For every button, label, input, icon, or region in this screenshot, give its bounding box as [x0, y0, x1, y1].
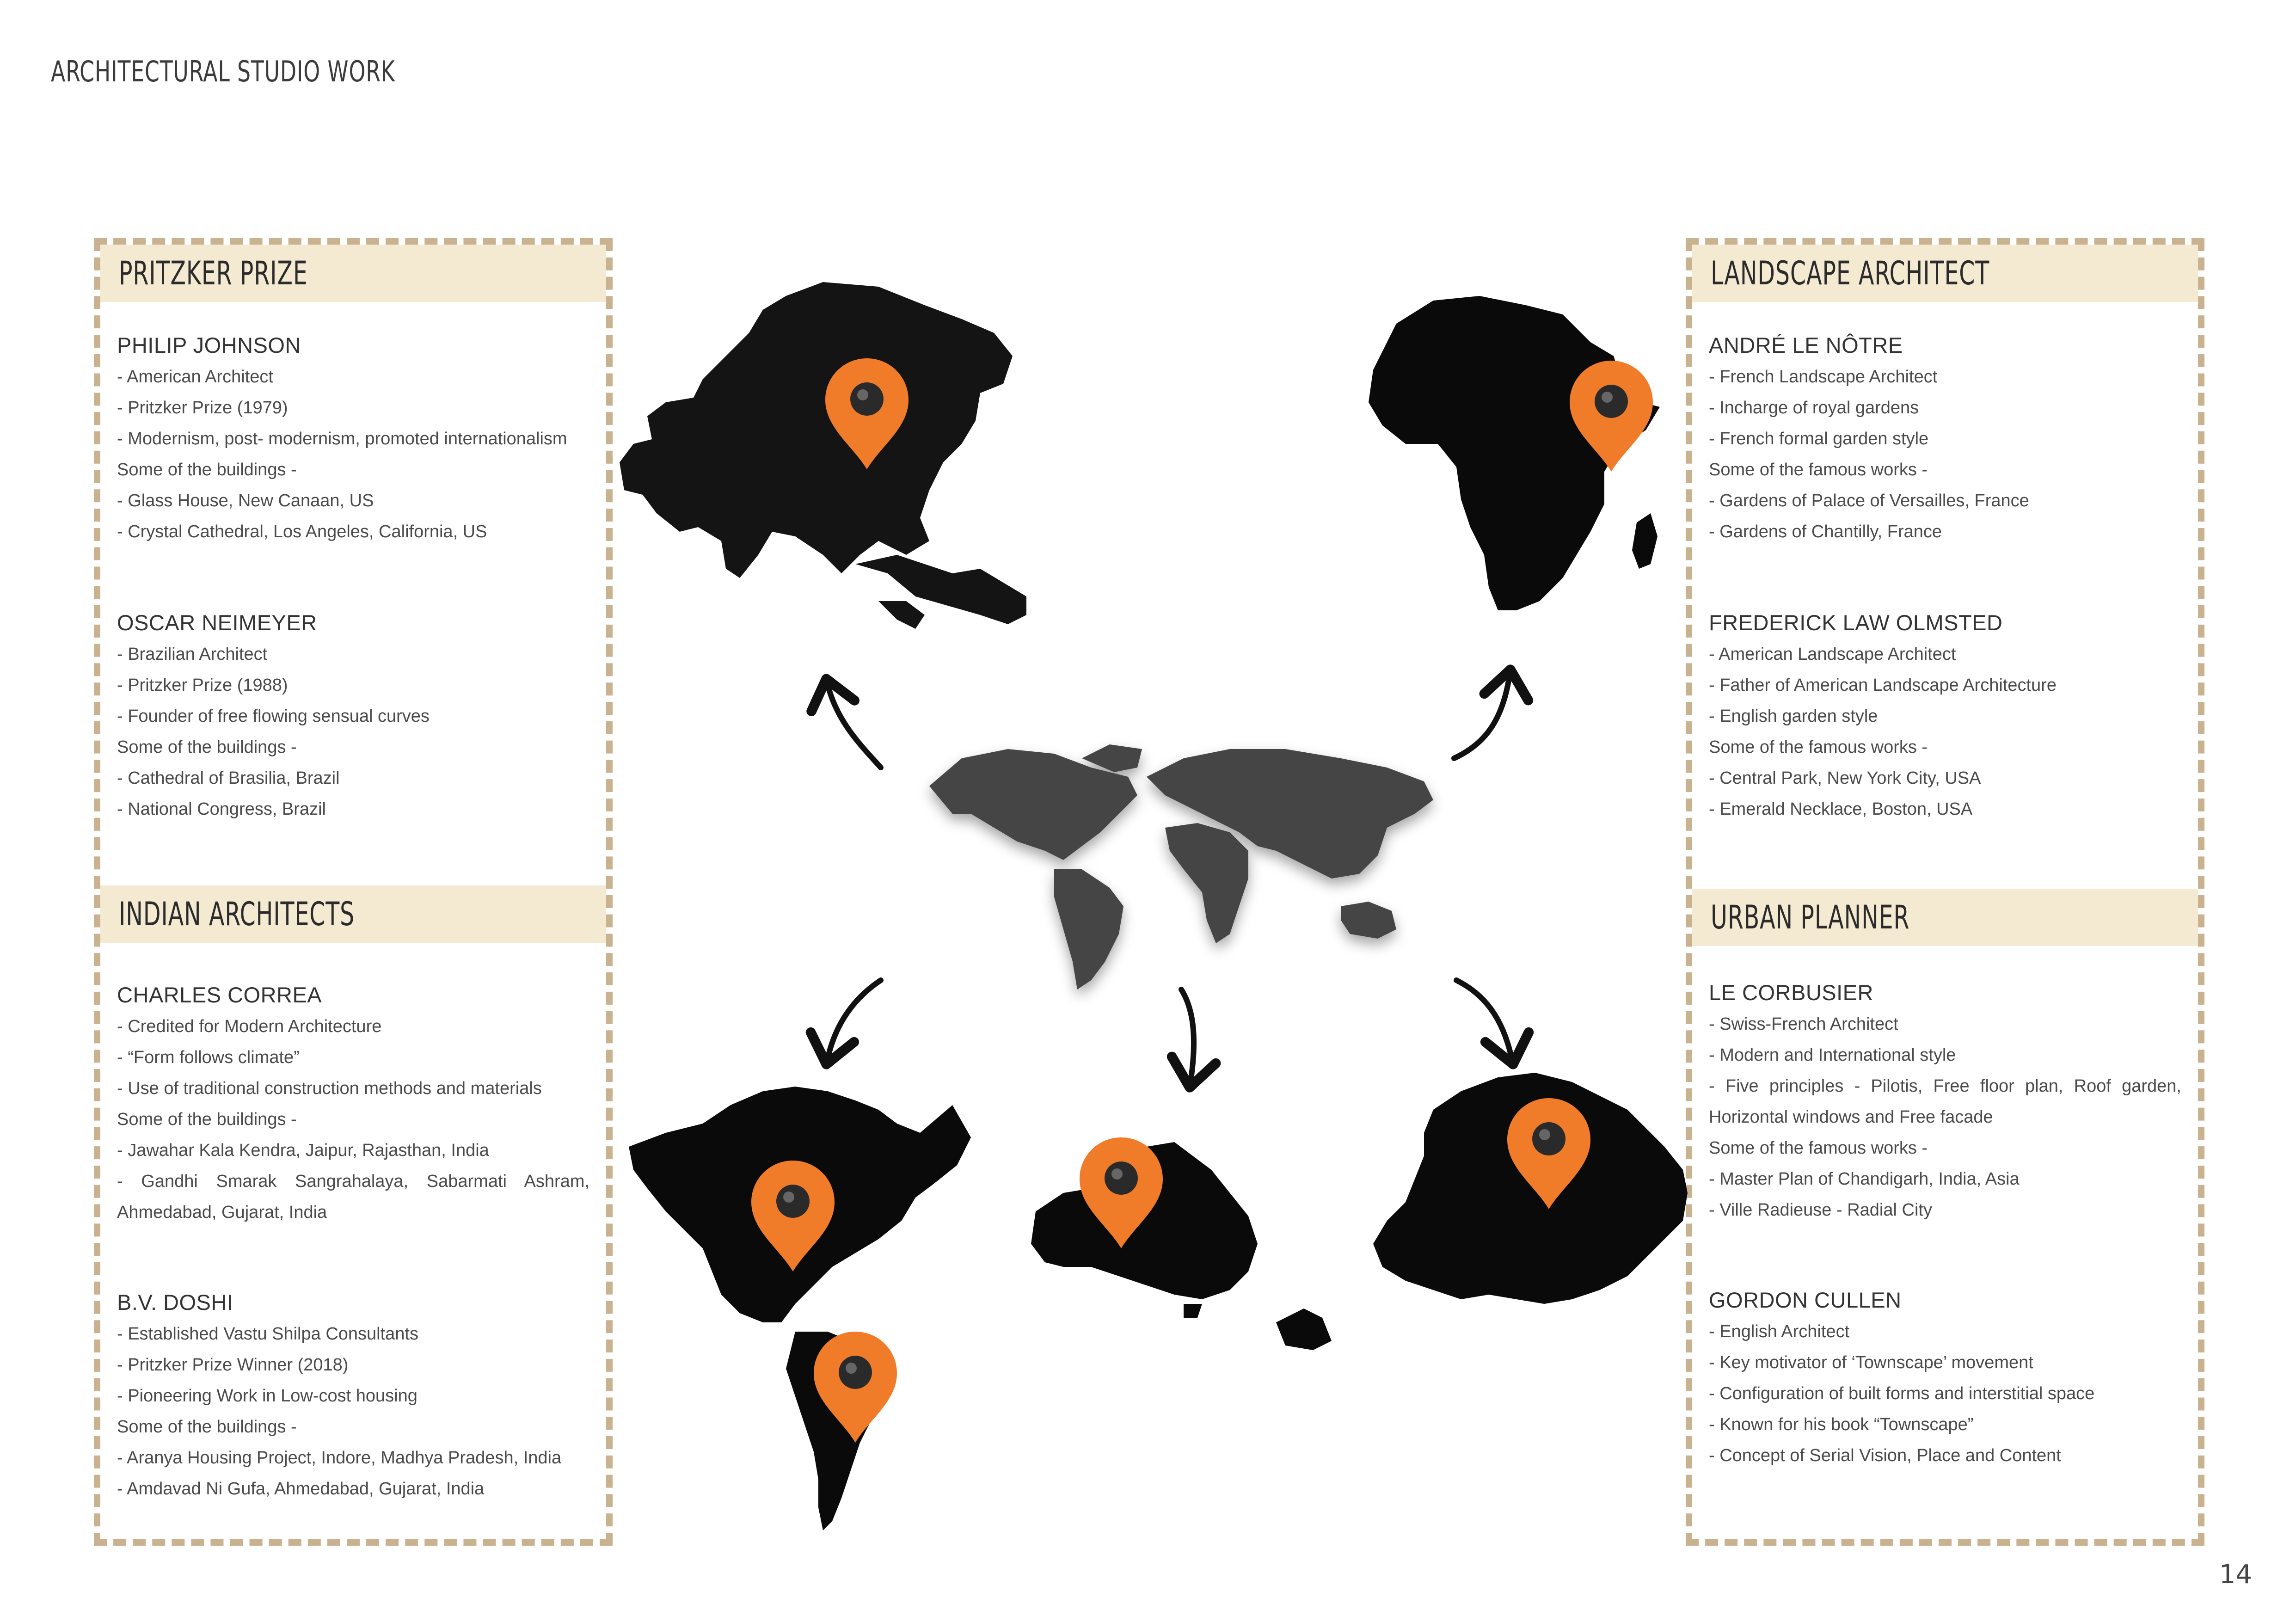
arrow-to-africa	[1454, 675, 1510, 758]
entry-line: - Incharge of royal gardens	[1709, 398, 1919, 418]
entry-name: PHILIP JOHNSON	[117, 333, 301, 357]
entry-line: Some of the buildings -	[117, 1417, 297, 1437]
document-title: ARCHITECTURAL STUDIO WORK	[51, 55, 395, 88]
entry-line: - Brazilian Architect	[117, 645, 268, 664]
section-title: PRITZKER PRIZE	[119, 254, 308, 292]
entry-line: - Configuration of built forms and interstitial space	[1709, 1384, 2095, 1403]
entry-line: - Aranya Housing Project, Indore, Madhya Pradesh, India	[117, 1448, 562, 1468]
entry-line: - Established Vastu Shilpa Consultants	[117, 1324, 418, 1344]
entry-line: Some of the buildings -	[117, 737, 297, 757]
entry-line: - Cathedral of Brasilia, Brazil	[117, 768, 340, 788]
entry-line: - Founder of free flowing sensual curves	[117, 707, 430, 726]
entry-line: - English garden style	[1709, 707, 1878, 726]
arrow-to-americas	[828, 980, 881, 1059]
entry-line: - Modern and International style	[1709, 1045, 1956, 1065]
page-number: 14	[2219, 1560, 2252, 1590]
entry-line: - Central Park, New York City, USA	[1709, 768, 1981, 788]
entry-name: FREDERICK LAW OLMSTED	[1709, 610, 2003, 635]
entry-line: - Glass House, New Canaan, US	[117, 491, 374, 510]
entry-line: - American Architect	[117, 367, 273, 387]
entry-line: - Crystal Cathedral, Los Angeles, California, US	[117, 522, 487, 541]
entry-line: - American Landscape Architect	[1709, 645, 1956, 664]
entry-name: OSCAR NEIMEYER	[117, 610, 317, 635]
europe-map	[1276, 1073, 1688, 1350]
entry-line: - Gardens of Chantilly, France	[1709, 522, 1942, 541]
entry-line: - Father of American Landscape Architecture	[1709, 676, 2057, 695]
section-title: URBAN PLANNER	[1711, 898, 1910, 936]
entry-name: B.V. DOSHI	[117, 1290, 233, 1315]
entry-line: - Gardens of Palace of Versailles, France	[1709, 491, 2029, 510]
entry-line: - Jawahar Kala Kendra, Jaipur, Rajasthan, India	[117, 1141, 489, 1160]
entry-line: - French Landscape Architect	[1709, 367, 1938, 387]
entry-name: LE CORBUSIER	[1709, 980, 1873, 1005]
entry-line: - Pritzker Prize (1979)	[117, 398, 288, 418]
entry-line: - Key motivator of ‘Townscape’ movement	[1709, 1353, 2033, 1372]
entry-line: - Pioneering Work in Low-cost housing	[117, 1386, 417, 1406]
entry-line: - National Congress, Brazil	[117, 799, 326, 819]
entry-line: - Known for his book “Townscape”	[1709, 1415, 1974, 1434]
entry-line: Some of the famous works -	[1709, 460, 1928, 479]
entry-line: - Emerald Necklace, Boston, USA	[1709, 799, 1973, 819]
entry-line: - Swiss-French Architect	[1709, 1014, 1898, 1034]
entry-line: - French formal garden style	[1709, 429, 1929, 449]
entry-line: - Modernism, post- modernism, promoted internationalism	[117, 429, 567, 449]
entry-line: - “Form follows climate”	[117, 1048, 300, 1067]
arrow-to-asia	[828, 684, 881, 768]
entry-line: - Credited for Modern Architecture	[117, 1017, 382, 1036]
entry-line: Some of the famous works -	[1709, 1138, 1928, 1158]
section-title: INDIAN ARCHITECTS	[119, 895, 355, 933]
entry-line: Some of the buildings -	[117, 460, 297, 479]
entry-line: - Ville Radieuse - Radial City	[1709, 1200, 1932, 1220]
entry-line: - Use of traditional construction methods and materials	[117, 1079, 542, 1098]
entry-line: - Pritzker Prize (1988)	[117, 676, 288, 695]
entry-line: Some of the famous works -	[1709, 737, 1928, 757]
entry-line: - Five principles - Pilotis, Free floor plan, Roof garden, Horizontal windows and Free facade	[1709, 1076, 2181, 1127]
world-map	[929, 744, 1433, 989]
entry-line: - Gandhi Smarak Sangrahalaya, Sabarmati Ashram, Ahmedabad, Gujarat, India	[117, 1172, 589, 1222]
americas-map	[629, 1087, 971, 1530]
entry-line: - Amdavad Ni Gufa, Ahmedabad, Gujarat, India	[117, 1479, 485, 1499]
arrow-to-europe	[1456, 980, 1512, 1059]
entry-name: CHARLES CORREA	[117, 983, 322, 1007]
asia-map	[620, 282, 1026, 629]
section-title: LANDSCAPE ARCHITECT	[1711, 254, 1990, 292]
entry-line: Some of the buildings -	[117, 1110, 297, 1129]
arrow-to-australia	[1181, 989, 1194, 1082]
entry-line: - Pritzker Prize Winner (2018)	[117, 1355, 349, 1375]
entry-line: - Master Plan of Chandigarh, India, Asia	[1709, 1169, 2020, 1189]
entry-name: ANDRÉ LE NÔTRE	[1709, 333, 1903, 357]
entry-line: - Concept of Serial Vision, Place and Content	[1709, 1446, 2061, 1465]
entry-line: - English Architect	[1709, 1322, 1850, 1341]
entry-name: GORDON CULLEN	[1709, 1288, 1902, 1312]
